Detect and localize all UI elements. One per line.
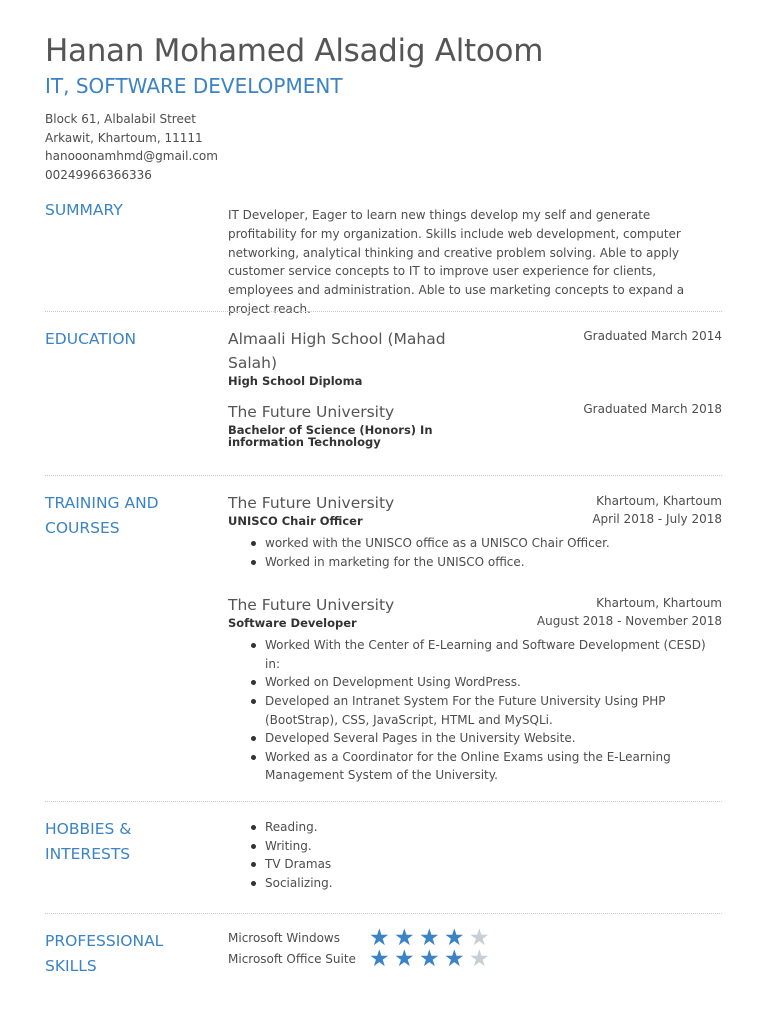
candidate-title: IT, SOFTWARE DEVELOPMENT (45, 74, 343, 98)
divider (45, 475, 722, 476)
summary-text: IT Developer, Eager to learn new things develop my self and generate profitability for my organization. Skills include web development, computer networking, analytical thinking and creative problem solving. Able to apply customer service concepts to IT to improve user experience for clients, employees and administration. Able to use marketing concepts to expand a project reach. (228, 208, 685, 316)
skill-row (228, 946, 722, 972)
email: hanooonamhmd@gmail.com (45, 149, 218, 164)
dates: August 2018 - November 2018 (536, 614, 722, 629)
location: Khartoum, Khartoum (596, 494, 722, 508)
school-name: Almaali High School (Mahad Salah) (228, 330, 446, 372)
skill-name: Microsoft Windows (228, 931, 340, 945)
star-empty-icon: ★ (469, 925, 491, 951)
duties-list (228, 636, 722, 785)
phone: 00249966366336 (45, 168, 152, 183)
divider (45, 913, 722, 914)
role: UNISCO Chair Officer (228, 514, 363, 528)
star-filled-icon: ★ (369, 946, 391, 972)
list-item: worked with the UNISCO office as a UNISCO Chair Officer. (248, 534, 722, 553)
org-name: The Future University (228, 596, 395, 615)
org-name: The Future University (228, 494, 395, 512)
hobbies-list (228, 818, 722, 892)
education-entry (228, 327, 722, 387)
star-filled-icon: ★ (394, 925, 416, 951)
list-item: Developed Several Pages in the University Website. (248, 729, 722, 748)
star-filled-icon: ★ (419, 946, 441, 972)
graduation-date: Graduated March 2018 (583, 402, 722, 416)
role: Software Developer (228, 616, 357, 631)
graduation-date: Graduated March 2014 (583, 329, 722, 343)
candidate-name: Hanan Mohamed Alsadig Altoom (45, 33, 544, 69)
school-name: The Future University (228, 403, 395, 421)
list-item: Worked on Development Using WordPress. (248, 673, 722, 692)
star-filled-icon: ★ (369, 925, 391, 951)
divider (45, 801, 722, 802)
education-heading: EDUCATION (45, 330, 137, 348)
list-item: Worked With the Center of E-Learning and Software Development (CESD) in: (248, 636, 722, 673)
address-line-2: Arkawit, Khartoum, 11111 (45, 130, 203, 145)
training-entry (228, 491, 722, 571)
list-item: Reading. (248, 818, 722, 837)
degree: High School Diploma (228, 374, 363, 388)
skill-rating (369, 948, 494, 970)
list-item: Writing. (248, 837, 722, 856)
address-line-1: Block 61, Albalabil Street (45, 112, 196, 126)
dates: April 2018 - July 2018 (592, 512, 722, 526)
skills-heading: PROFESSIONAL SKILLS (45, 932, 164, 975)
star-filled-icon: ★ (419, 925, 441, 951)
training-entry (228, 593, 722, 785)
training-heading: TRAINING AND COURSES (45, 494, 159, 537)
list-item: TV Dramas (248, 855, 722, 874)
star-filled-icon: ★ (444, 925, 466, 951)
contact-block (45, 110, 218, 185)
list-item: Socializing. (248, 874, 722, 893)
star-empty-icon: ★ (469, 946, 491, 972)
hobbies-heading: HOBBIES & INTERESTS (45, 820, 132, 863)
list-item: Developed an Intranet System For the Future University Using PHP (BootStrap), CSS, JavaScript, HTML and MySQLi. (248, 692, 722, 729)
education-entry (228, 400, 722, 448)
summary-heading: SUMMARY (45, 201, 123, 219)
list-item: Worked in marketing for the UNISCO office. (248, 553, 722, 572)
duties-list (228, 534, 722, 571)
skill-name: Microsoft Office Suite (228, 952, 356, 966)
star-filled-icon: ★ (444, 946, 466, 972)
star-filled-icon: ★ (394, 946, 416, 972)
divider (45, 311, 722, 312)
list-item: Worked as a Coordinator for the Online Exams using the E-Learning Management System of the University. (248, 748, 722, 785)
location: Khartoum, Khartoum (596, 596, 722, 611)
degree: Bachelor of Science (Honors) In information Technology (228, 423, 433, 449)
